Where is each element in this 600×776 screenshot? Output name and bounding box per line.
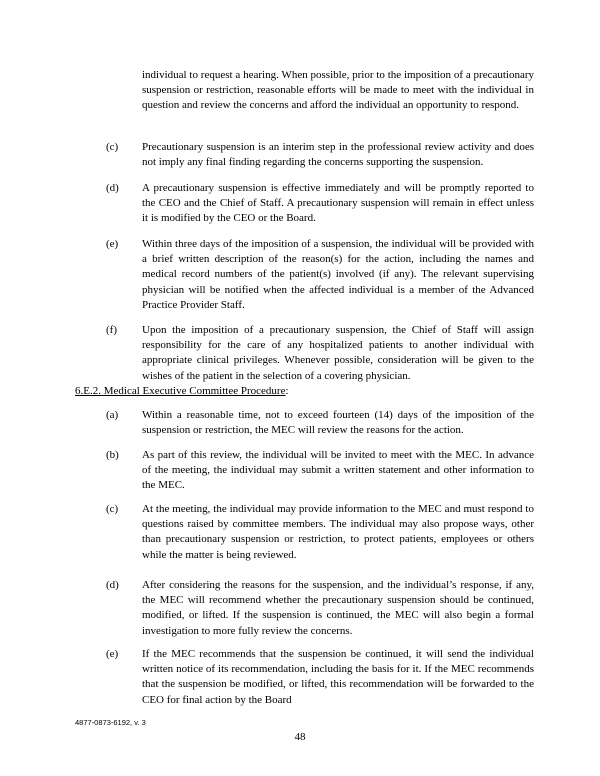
item-text-e: Within three days of the imposition of a suspension, the individual will be provided with a brief written description of the reason(s) for the action, including the names and medical record numbers of the patient(s) involved (if any). The relevant supervising physician will be notified when the affected individual is a member of the Advanced Practice Provider Staff.: [142, 238, 534, 311]
item-text-f: Upon the imposition of a precautionary suspension, the Chief of Staff will assign responsibility for the care of any hospitalized patients to another individual with appropriate clinical privileges. Whenever possible, consideration will be given to the wishes of the patient in the selection of a covering physician.: [142, 324, 534, 382]
item-text-c: Precautionary suspension is an interim step in the professional review activity and does not imply any final finding regarding the concerns supporting the suspension.: [142, 141, 534, 169]
page-number: 48: [294, 731, 306, 743]
mec-item-text-d: After considering the reasons for the suspension, and the individual’s response, if any, the MEC will recommend whether the precautionary suspension should be continued, modified, or lifted. If the suspension is continued, the MEC will also begin a formal investigation to more fully review the concerns.: [142, 579, 534, 637]
item-label-d: (d): [106, 182, 119, 194]
mec-item-text-b: As part of this review, the individual will be invited to meet with the MEC. In advance of the meeting, the individual may submit a written statement and other information to the MEC.: [142, 449, 534, 492]
item-label-f: (f): [106, 324, 117, 336]
document-id: 4877-0873-6192, v. 3: [75, 718, 146, 727]
mec-item-text-a: Within a reasonable time, not to exceed fourteen (14) days of the imposition of the suspension or restriction, the MEC will review the reasons for the action.: [142, 409, 534, 437]
continuation-paragraph: individual to request a hearing. When possible, prior to the imposition of a precautionary suspension or restriction, reasonable efforts will be made to meet with the individual in question and review the concerns and afford the individual an opportunity to respond.: [142, 69, 534, 112]
mec-item-label-e: (e): [106, 648, 119, 660]
section-heading: [75, 384, 289, 399]
mec-item-label-d: (d): [106, 579, 119, 591]
section-heading-suffix: :: [285, 385, 289, 397]
mec-item-label-c: (c): [106, 503, 119, 515]
section-heading-title: 6.E.2. Medical Executive Committee Procedure: [75, 385, 286, 397]
item-label-e: (e): [106, 238, 119, 250]
mec-item-text-e: If the MEC recommends that the suspension be continued, it will send the individual written notice of its recommendation, including the basis for it. If the MEC recommends that the suspension be modified, or lifted, this recommendation will be forwarded to the CEO for final action by the Board: [142, 648, 534, 706]
mec-item-label-b: (b): [106, 449, 119, 461]
mec-item-text-c: At the meeting, the individual may provide information to the MEC and must respond to questions raised by committee members. The individual may also propose ways, other than precautionary suspension or restriction, to protect patients, employees or others while the matter is being reviewed.: [142, 503, 534, 561]
item-text-d: A precautionary suspension is effective immediately and will be promptly reported to the CEO and the Chief of Staff. A precautionary suspension will remain in effect unless it is modified by the CEO or the Board.: [142, 182, 534, 225]
item-label-c: (c): [106, 141, 119, 153]
mec-item-label-a: (a): [106, 409, 119, 421]
